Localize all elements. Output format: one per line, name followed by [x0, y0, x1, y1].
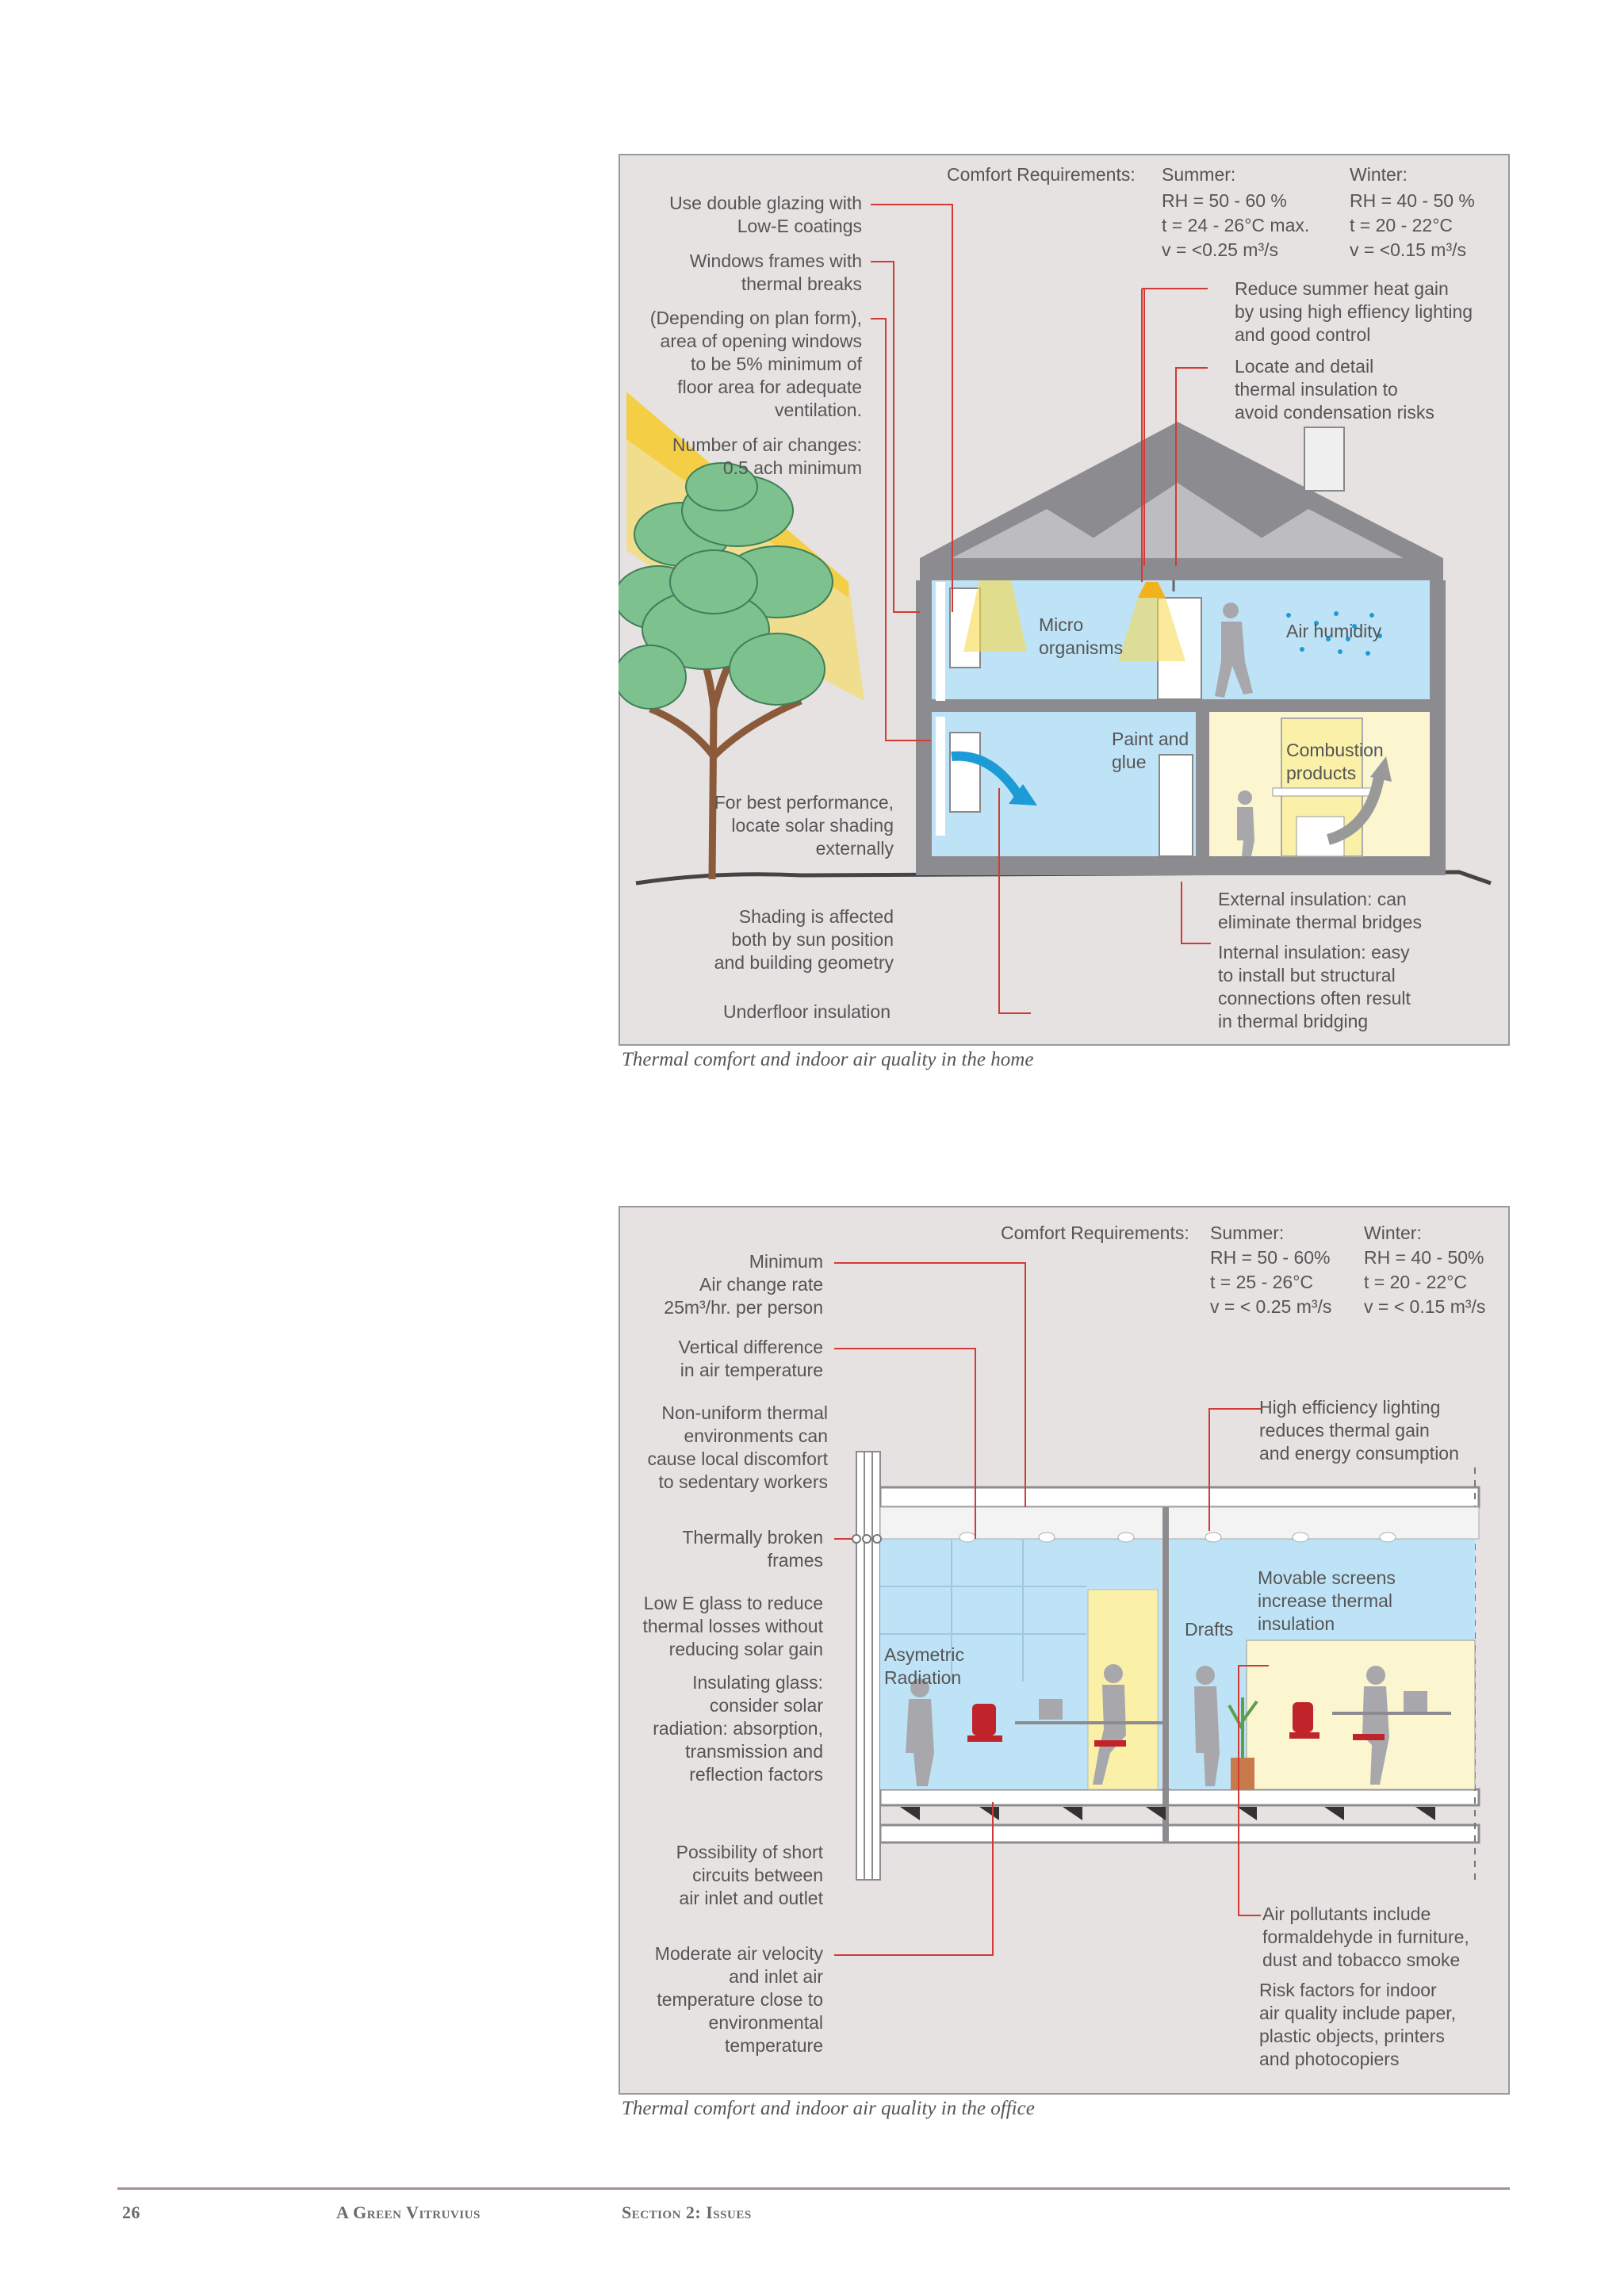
note-line: increase thermal	[1258, 1590, 1393, 1611]
comfort-title: Comfort Requirements:	[1001, 1223, 1189, 1243]
note-line: cause local discomfort	[647, 1448, 828, 1469]
winter-line: t = 20 - 22°C	[1350, 215, 1454, 235]
note-line: Insulating glass:	[692, 1672, 823, 1693]
paint-label: glue	[1112, 752, 1147, 772]
section-title: Section 2: Issues	[622, 2202, 752, 2222]
note-line: insulation	[1258, 1613, 1335, 1634]
footer-rule	[117, 2187, 1510, 2190]
note-line: Use double glazing with	[669, 193, 862, 213]
note-line: Vertical difference	[678, 1337, 823, 1357]
micro-label: Micro	[1039, 614, 1084, 635]
winter-line: t = 20 - 22°C	[1364, 1272, 1468, 1292]
comfort-title: Comfort Requirements:	[947, 164, 1136, 185]
note-line: Non-uniform thermal	[661, 1402, 828, 1423]
frame-markers	[852, 1535, 881, 1543]
home-caption: Thermal comfort and indoor air quality in the home	[622, 1049, 1034, 1070]
winter-line: Winter:	[1350, 164, 1408, 185]
note-line: externally	[815, 838, 894, 859]
winter-line: RH = 40 - 50%	[1364, 1247, 1484, 1268]
summer-line: t = 24 - 26°C max.	[1162, 215, 1310, 235]
summer-line: Summer:	[1210, 1223, 1285, 1243]
note-line: Thermally broken	[682, 1527, 823, 1548]
note-line: and photocopiers	[1259, 2049, 1400, 2069]
note-line: area of opening windows	[660, 331, 862, 351]
summer-line: RH = 50 - 60%	[1210, 1247, 1331, 1268]
note-line: High efficiency lighting	[1259, 1397, 1441, 1418]
note-line: thermal insulation to	[1235, 379, 1398, 400]
note-line: Shading is affected	[738, 906, 894, 927]
note-line: to sedentary workers	[658, 1471, 828, 1492]
note-line: 0.5 ach minimum	[722, 457, 862, 478]
winter-line: v = <0.15 m³/s	[1350, 239, 1467, 260]
note-line: locate solar shading	[731, 815, 894, 836]
note-line: air inlet and outlet	[679, 1888, 823, 1908]
note-line: Air pollutants include	[1262, 1904, 1431, 1924]
note-line: Underfloor insulation	[723, 1001, 891, 1022]
note-line: connections often result	[1218, 988, 1411, 1008]
note-line: Movable screens	[1258, 1567, 1396, 1588]
note-line: Low-E coatings	[737, 216, 862, 236]
note-line: in air temperature	[680, 1360, 823, 1380]
note-line: Air change rate	[699, 1274, 823, 1295]
note-line: eliminate thermal bridges	[1218, 912, 1422, 932]
note-line: dust and tobacco smoke	[1262, 1950, 1461, 1970]
note-line: in thermal bridging	[1218, 1011, 1369, 1031]
note-line: Internal insulation: easy	[1218, 942, 1410, 962]
winter-line: RH = 40 - 50 %	[1350, 190, 1475, 211]
note-line: and energy consumption	[1259, 1443, 1459, 1464]
winter-line: v = < 0.15 m³/s	[1364, 1296, 1486, 1317]
lower-door	[1159, 755, 1193, 856]
note-line: temperature close to	[657, 1989, 823, 2010]
summer-line: t = 25 - 26°C	[1210, 1272, 1314, 1292]
page-number: 26	[122, 2202, 140, 2222]
note-line: by using high effiency lighting	[1235, 301, 1473, 322]
note-line: circuits between	[692, 1865, 823, 1885]
note-line: avoid condensation risks	[1235, 402, 1434, 423]
summer-line: RH = 50 - 60 %	[1162, 190, 1287, 211]
humidity-label: Air humidity	[1286, 621, 1382, 641]
summer-line: v = < 0.25 m³/s	[1210, 1296, 1332, 1317]
note-line: Number of air changes:	[672, 434, 862, 455]
note-line: Windows frames with	[689, 251, 862, 271]
note-line: Reduce summer heat gain	[1235, 278, 1449, 299]
note-line: radiation: absorption,	[653, 1718, 823, 1739]
home-diagram	[619, 154, 1510, 1046]
note-line: reducing solar gain	[668, 1639, 823, 1659]
combustion-label: products	[1286, 763, 1357, 783]
paint-label: Paint and	[1112, 729, 1189, 749]
lower-window	[950, 733, 980, 812]
winter-line: Winter:	[1364, 1223, 1422, 1243]
note-line: and inlet air	[729, 1966, 823, 1987]
note-line: 25m³/hr. per person	[664, 1297, 823, 1318]
note-line: air quality include paper,	[1259, 2003, 1457, 2023]
note-line: External insulation: can	[1218, 889, 1407, 909]
note-line: Low E glass to reduce	[643, 1593, 823, 1613]
note-line: reflection factors	[689, 1764, 823, 1785]
note-line: Minimum	[749, 1251, 823, 1272]
book-title: A Green Vitruvius	[336, 2202, 481, 2222]
combustion-label: Combustion	[1286, 740, 1384, 760]
note-line: Moderate air velocity	[654, 1943, 823, 1964]
note-line: and building geometry	[714, 952, 894, 973]
note-line: environmental	[708, 2012, 823, 2033]
summer-line: v = <0.25 m³/s	[1162, 239, 1279, 260]
note-line: temperature	[724, 2035, 823, 2056]
summer-line: Summer:	[1162, 164, 1236, 185]
note-line: transmission and	[685, 1741, 823, 1762]
note-line: to be 5% minimum of	[690, 354, 862, 374]
note-line: and good control	[1235, 324, 1371, 345]
note-line: frames	[767, 1550, 823, 1571]
note-line: to install but structural	[1218, 965, 1396, 985]
office-caption: Thermal comfort and indoor air quality in the office	[622, 2098, 1035, 2119]
radiation-label: Radiation	[884, 1667, 962, 1688]
office-diagram	[619, 1206, 1510, 2095]
note-line: Risk factors for indoor	[1259, 1980, 1437, 2000]
note-line: thermal breaks	[741, 274, 862, 294]
note-line: consider solar	[709, 1695, 823, 1716]
note-line: both by sun position	[731, 929, 894, 950]
note-line: environments can	[684, 1425, 828, 1446]
note-line: ventilation.	[775, 400, 862, 420]
note-line: formaldehyde in furniture,	[1262, 1927, 1469, 1947]
note-line: reduces thermal gain	[1259, 1420, 1430, 1441]
drafts-label: Drafts	[1185, 1619, 1234, 1640]
radiation-label: Asymetric	[884, 1644, 964, 1665]
micro-label: organisms	[1039, 637, 1124, 658]
note-line: Locate and detail	[1235, 356, 1374, 377]
note-line: floor area for adequate	[677, 377, 862, 397]
note-line: plastic objects, printers	[1259, 2026, 1445, 2046]
note-line: For best performance,	[714, 792, 894, 813]
note-line: (Depending on plan form),	[649, 308, 862, 328]
note-line: thermal losses without	[642, 1616, 823, 1636]
note-line: Possibility of short	[676, 1842, 823, 1862]
